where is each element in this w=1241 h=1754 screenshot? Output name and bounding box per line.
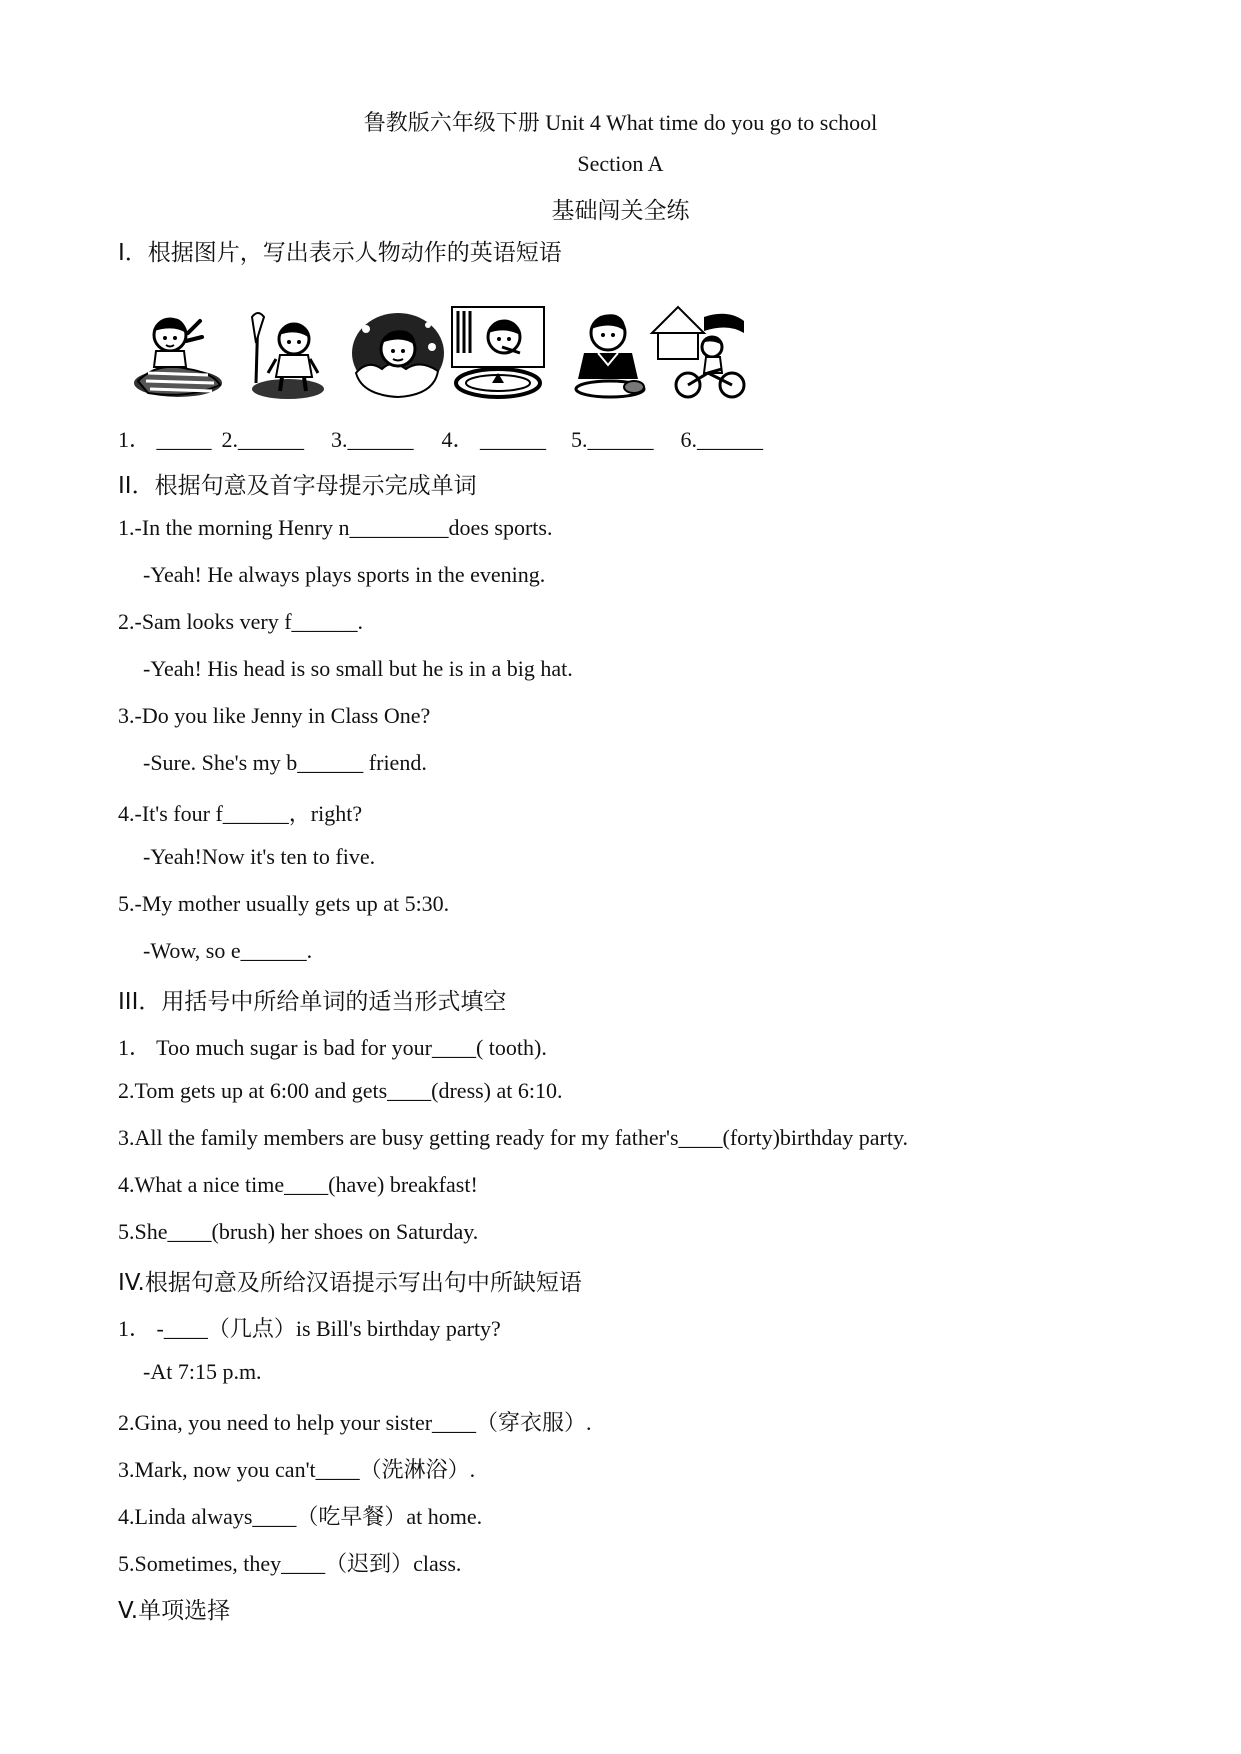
picture-answer-blanks (118, 423, 763, 454)
boy-eating-breakfast-icon (558, 303, 658, 403)
boy-going-to-school-by-bike-icon (648, 303, 748, 403)
answer-blank-5[interactable]: 5.______ (571, 427, 654, 452)
part4-reply-1: -At 7:15 p.m. (143, 1359, 262, 1384)
part2-question-5: 5.-My mother usually gets up at 5:30. (118, 891, 450, 916)
part4-item-5: 5.Sometimes, they____（迟到）class. (118, 1551, 462, 1576)
part2-question-4: 4.-It's four f______，right? (118, 801, 363, 826)
part2-reply-4: -Yeah!Now it's ten to five. (143, 844, 376, 869)
part4-item-1: 1． -____（几点）is Bill's birthday party? (118, 1316, 501, 1341)
worksheet-title: 鲁教版六年级下册 Unit 4 What time do you go to school (363, 110, 878, 135)
boy-getting-dressed-icon (238, 303, 338, 403)
boy-brushing-teeth-icon (448, 303, 548, 403)
part2-reply-3: -Sure. She's my b______ friend. (143, 750, 427, 775)
part4-item-4: 4.Linda always____（吃早餐）at home. (118, 1504, 483, 1529)
part2-question-3: 3.-Do you like Jenny in Class One? (118, 703, 431, 728)
part5-heading: V.单项选择 (118, 1598, 231, 1624)
part3-heading: III．用括号中所给单词的适当形式填空 (118, 989, 507, 1015)
part3-item-3: 3.All the family members are busy getting ready for my father's____(forty)birthday party. (118, 1125, 909, 1150)
answer-blank-2[interactable]: 2.______ (221, 427, 304, 452)
part3-item-1: 1． Too much sugar is bad for your____( tooth). (118, 1035, 547, 1060)
part2-reply-2: -Yeah! His head is so small but he is in a big hat. (143, 656, 573, 681)
part2-reply-5: -Wow, so e______. (143, 938, 313, 963)
part4-heading: IV.根据句意及所给汉语提示写出句中所缺短语 (118, 1270, 582, 1296)
part3-item-4: 4.What a nice time____(have) breakfast! (118, 1172, 478, 1197)
answer-blank-3[interactable]: 3.______ (331, 427, 414, 452)
part2-question-1: 1.-In the morning Henry n_________does sports. (118, 515, 553, 540)
part2-question-2: 2.-Sam looks very f______. (118, 609, 364, 634)
boy-taking-shower-icon (348, 303, 448, 403)
answer-blank-6[interactable]: 6.______ (680, 427, 763, 452)
worksheet-subtitle: 基础闯关全练 (551, 198, 690, 224)
part3-item-5: 5.She____(brush) her shoes on Saturday. (118, 1219, 479, 1244)
boy-waking-in-bed-icon (128, 303, 228, 403)
part4-item-3: 3.Mark, now you can't____（洗淋浴）. (118, 1457, 476, 1482)
answer-blank-1[interactable]: 1． _____ (118, 427, 212, 452)
part3-item-2: 2.Tom gets up at 6:00 and gets____(dress) at 6:10. (118, 1078, 563, 1103)
part1-heading: I．根据图片，写出表示人物动作的英语短语 (118, 240, 562, 266)
section-label: Section A (577, 151, 664, 176)
part4-item-2: 2.Gina, you need to help your sister____（穿衣服）. (118, 1410, 592, 1435)
action-pictures (118, 303, 818, 403)
part2-heading: II．根据句意及首字母提示完成单词 (118, 473, 477, 499)
answer-blank-4[interactable]: 4． ______ (441, 427, 547, 452)
part2-reply-1: -Yeah! He always plays sports in the evening. (143, 562, 546, 587)
